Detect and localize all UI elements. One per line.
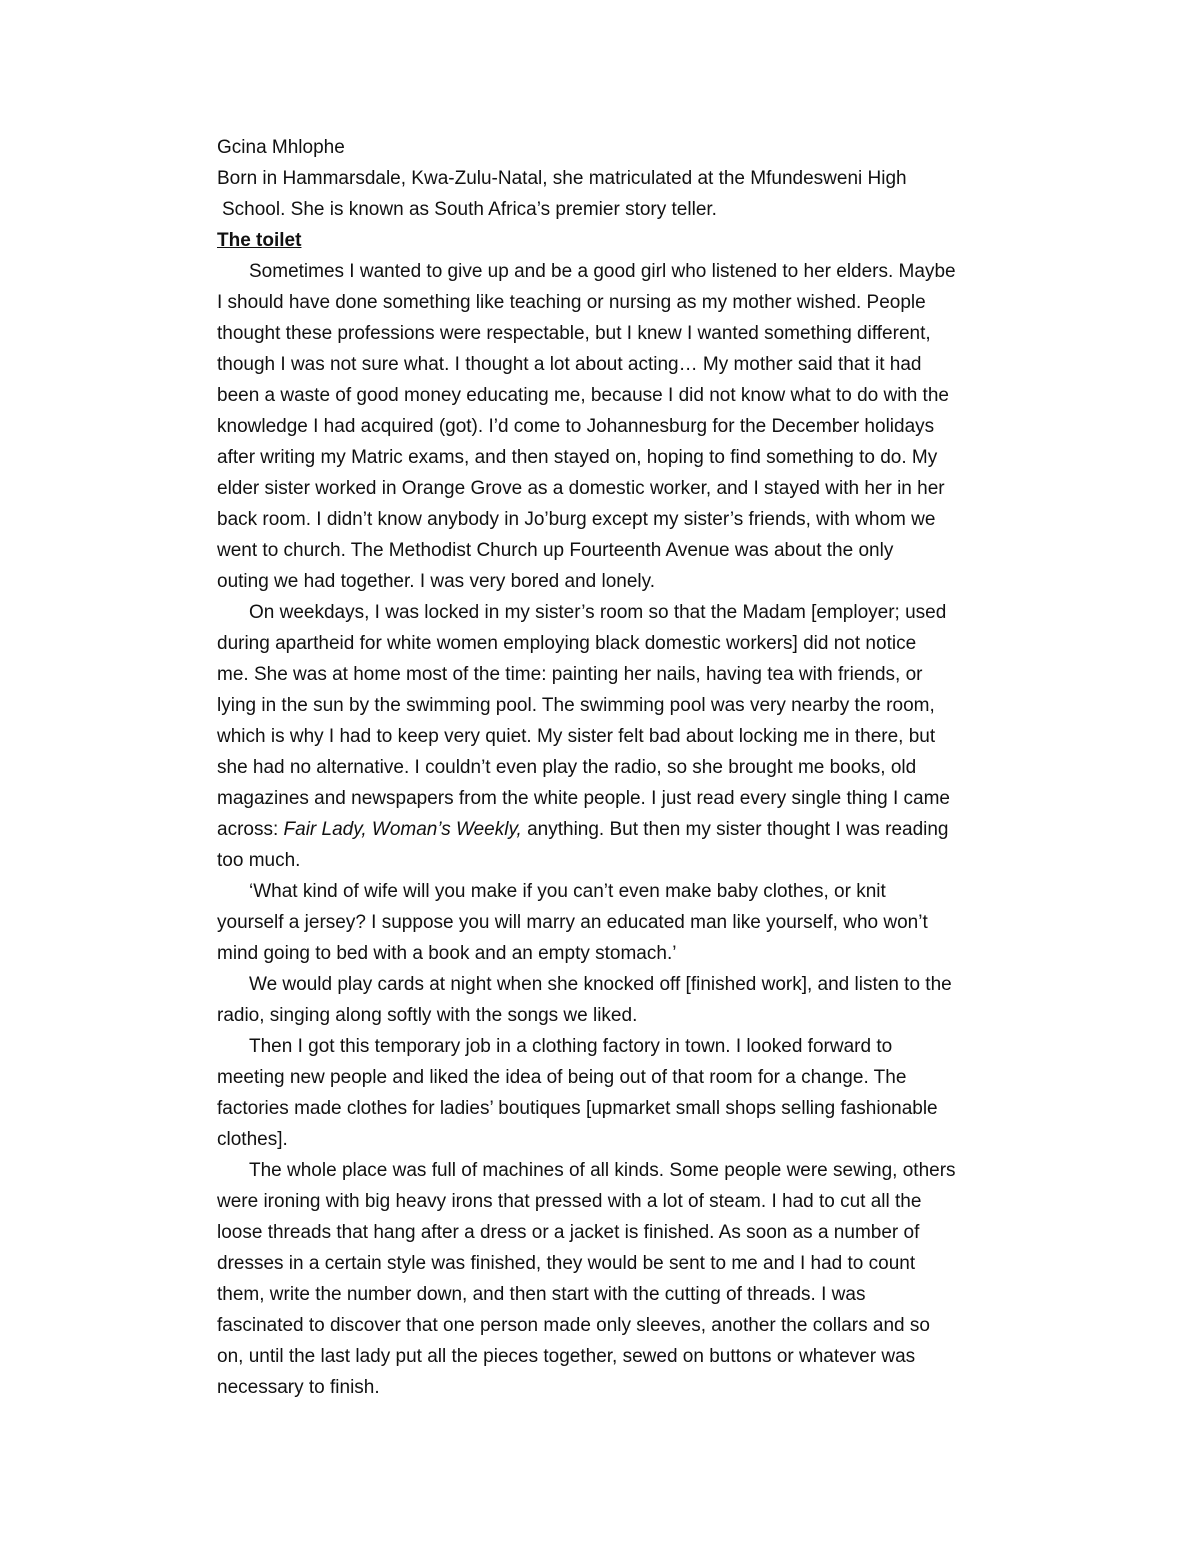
paragraph-line: outing we had together. I was very bored and lonely. [217, 571, 655, 592]
paragraph-line: Then I got this temporary job in a clothing factory in town. I looked forward to [249, 1036, 893, 1057]
paragraph-line: I should have done something like teaching or nursing as my mother wished. People [217, 292, 926, 313]
paragraph-line: factories made clothes for ladies’ boutiques [upmarket small shops selling fashionable [217, 1098, 938, 1119]
paragraph-line: mind going to bed with a book and an empty stomach.’ [217, 943, 677, 964]
text-after-italic: anything. But then my sister thought I was reading [521, 819, 949, 840]
paragraph-line: were ironing with big heavy irons that pressed with a lot of steam. I had to cut all the [217, 1191, 922, 1212]
story-title: The toilet [217, 230, 302, 251]
paragraph-line: back room. I didn’t know anybody in Jo’burg except my sister’s friends, with whom we [217, 509, 936, 530]
paragraph-line: magazines and newspapers from the white people. I just read every single thing I came [217, 788, 950, 809]
text-before-italic: across: [217, 819, 284, 840]
paragraph-line: thought these professions were respectable, but I knew I wanted something different, [217, 323, 931, 344]
paragraph-line: We would play cards at night when she knocked off [finished work], and listen to the [249, 974, 952, 995]
paragraph-2 [217, 597, 1017, 876]
paragraph-line: during apartheid for white women employing black domestic workers] did not notice [217, 633, 917, 654]
paragraph-4 [217, 969, 1017, 1031]
paragraph-line: too much. [217, 850, 301, 871]
document-body [217, 132, 1017, 1403]
paragraph-line: knowledge I had acquired (got). I’d come to Johannesburg for the December holidays [217, 416, 935, 437]
paragraph-5 [217, 1031, 1017, 1155]
paragraph-line: lying in the sun by the swimming pool. The swimming pool was very nearby the room, [217, 695, 935, 716]
paragraph-line: fascinated to discover that one person made only sleeves, another the collars and so [217, 1315, 930, 1336]
paragraph-line: yourself a jersey? I suppose you will marry an educated man like yourself, who won’t [217, 912, 928, 933]
paragraph-line: meeting new people and liked the idea of being out of that room for a change. The [217, 1067, 907, 1088]
magazine-titles: Fair Lady, Woman’s Weekly, [283, 819, 522, 840]
paragraph-line: The whole place was full of machines of all kinds. Some people were sewing, others [249, 1160, 956, 1181]
paragraph-line: necessary to finish. [217, 1377, 380, 1398]
paragraph-line: me. She was at home most of the time: painting her nails, having tea with friends, or [217, 664, 923, 685]
paragraph-line: them, write the number down, and then start with the cutting of threads. I was [217, 1284, 866, 1305]
paragraph-line: Sometimes I wanted to give up and be a good girl who listened to her elders. Maybe [249, 261, 956, 282]
bio-line-1: Born in Hammarsdale, Kwa-Zulu-Natal, she matriculated at the Mfundesweni High [217, 168, 907, 189]
paragraph-3 [217, 876, 1017, 969]
bio-line-2: School. She is known as South Africa’s premier story teller. [222, 199, 717, 220]
paragraph-line: went to church. The Methodist Church up Fourteenth Avenue was about the only [217, 540, 894, 561]
author-name: Gcina Mhlophe [217, 137, 345, 158]
paragraph-line: ‘What kind of wife will you make if you can’t even make baby clothes, or knit [249, 881, 886, 902]
paragraph-line: elder sister worked in Orange Grove as a domestic worker, and I stayed with her in her [217, 478, 945, 499]
paragraph-line: dresses in a certain style was finished, they would be sent to me and I had to count [217, 1253, 916, 1274]
paragraph-line: On weekdays, I was locked in my sister’s room so that the Madam [employer; used [249, 602, 947, 623]
paragraph-line: which is why I had to keep very quiet. My sister felt bad about locking me in there, but [217, 726, 936, 747]
paragraph-line: radio, singing along softly with the songs we liked. [217, 1005, 638, 1026]
paragraph-line-with-italics [217, 814, 1017, 845]
paragraph-line: though I was not sure what. I thought a lot about acting… My mother said that it had [217, 354, 922, 375]
paragraph-line: been a waste of good money educating me, because I did not know what to do with the [217, 385, 949, 406]
paragraph-line: after writing my Matric exams, and then stayed on, hoping to find something to do. My [217, 447, 938, 468]
paragraph-line: loose threads that hang after a dress or a jacket is finished. As soon as a number of [217, 1222, 920, 1243]
paragraph-line: on, until the last lady put all the pieces together, sewed on buttons or whatever was [217, 1346, 916, 1367]
paragraph-6 [217, 1155, 1017, 1403]
paragraph-line: she had no alternative. I couldn’t even play the radio, so she brought me books, old [217, 757, 917, 778]
paragraph-1 [217, 256, 1017, 597]
paragraph-line: clothes]. [217, 1129, 288, 1150]
